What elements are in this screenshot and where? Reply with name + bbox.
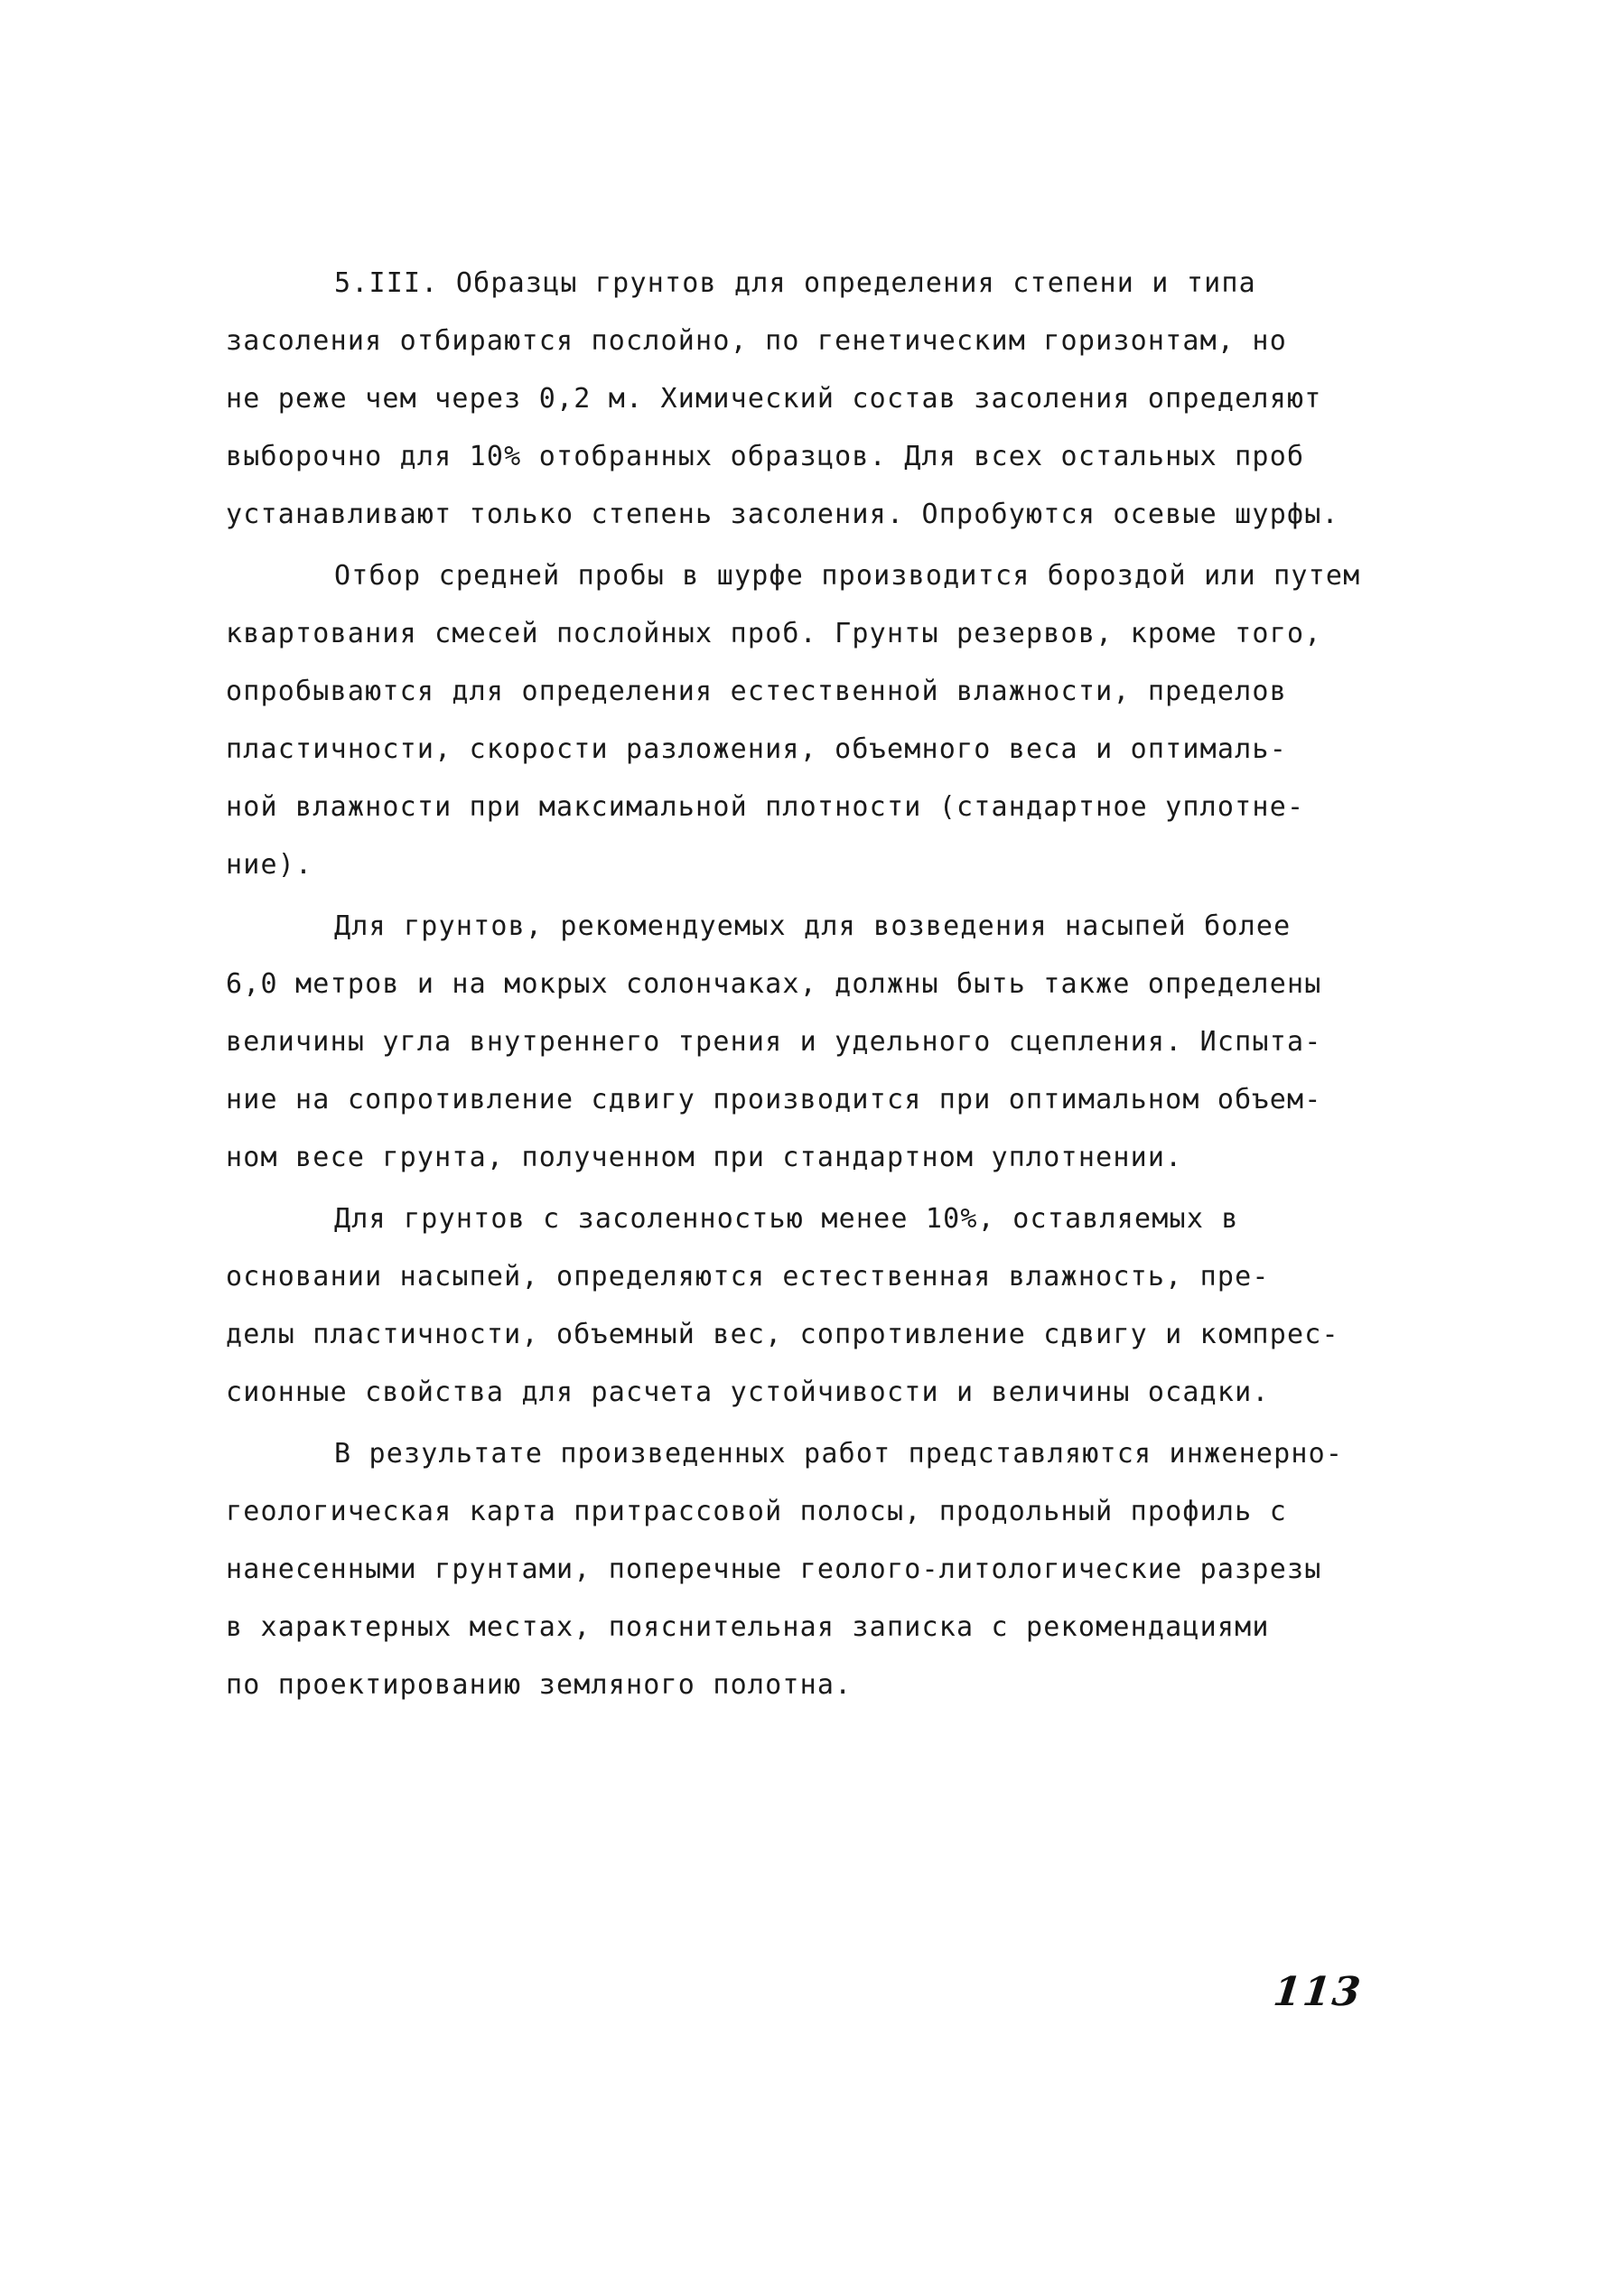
- text-line: устанавливают только степень засоления. Опробуются осевые шурфы.: [226, 499, 1339, 530]
- text-line: квартования смесей послойных проб. Грунты резервов, кроме того,: [226, 618, 1322, 649]
- paragraph-embankment-soils: [226, 898, 1418, 1187]
- text-line: геологическая карта притрассовой полосы, продольный профиль с: [226, 1496, 1287, 1527]
- text-line: ние).: [226, 849, 313, 881]
- text-line: В результате произведенных работ представляются инженерно-: [334, 1438, 1344, 1470]
- text-line: величины угла внутреннего трения и удельного сцепления. Испыта-: [226, 1026, 1322, 1058]
- text-line: делы пластичности, объемный вес, сопротивление сдвигу и компрес-: [226, 1319, 1339, 1350]
- text-line: нанесенными грунтами, поперечные геолого-литологические разрезы: [226, 1554, 1322, 1585]
- page-number: 113: [1271, 1969, 1365, 2015]
- text-line: Отбор средней пробы в шурфе производится бороздой или путем: [334, 560, 1361, 592]
- paragraph-salinity: [226, 1190, 1418, 1422]
- text-line: в характерных местах, пояснительная записка с рекомендациями: [226, 1611, 1270, 1643]
- text-line: сионные свойства для расчета устойчивости и величины осадки.: [226, 1377, 1270, 1408]
- paragraph-results: [226, 1425, 1418, 1714]
- text-line: по проектированию земляного полотна.: [226, 1669, 853, 1701]
- text-line: 5.III. Образцы грунтов для определения степени и типа: [334, 267, 1256, 299]
- text-line: ной влажности при максимальной плотности (стандартное уплотне-: [226, 791, 1305, 823]
- text-line: ние на сопротивление сдвигу производится при оптимальном объем-: [226, 1084, 1322, 1115]
- text-line: опробываются для определения естественной влажности, пределов: [226, 676, 1287, 707]
- text-line: 6,0 метров и на мокрых солончаках, должны быть также определены: [226, 968, 1322, 1000]
- text-line: пластичности, скорости разложения, объемного веса и оптималь-: [226, 733, 1287, 765]
- text-line: ном весе грунта, полученном при стандартном уплотнении.: [226, 1142, 1183, 1173]
- paragraph-sampling: [226, 255, 1418, 544]
- text-line: Для грунтов с засоленностью менее 10%, оставляемых в: [334, 1203, 1239, 1235]
- paragraph-average-sample: [226, 547, 1418, 894]
- text-line: выборочно для 10% отобранных образцов. Для всех остальных проб: [226, 441, 1305, 472]
- text-line: засоления отбираются послойно, по генетическим горизонтам, но: [226, 325, 1287, 357]
- body-text: [226, 255, 1418, 1718]
- text-line: не реже чем через 0,2 м. Химический состав засоления определяют: [226, 383, 1322, 415]
- text-line: основании насыпей, определяются естественная влажность, пре-: [226, 1261, 1270, 1293]
- text-line: Для грунтов, рекомендуемых для возведения насыпей более: [334, 910, 1292, 942]
